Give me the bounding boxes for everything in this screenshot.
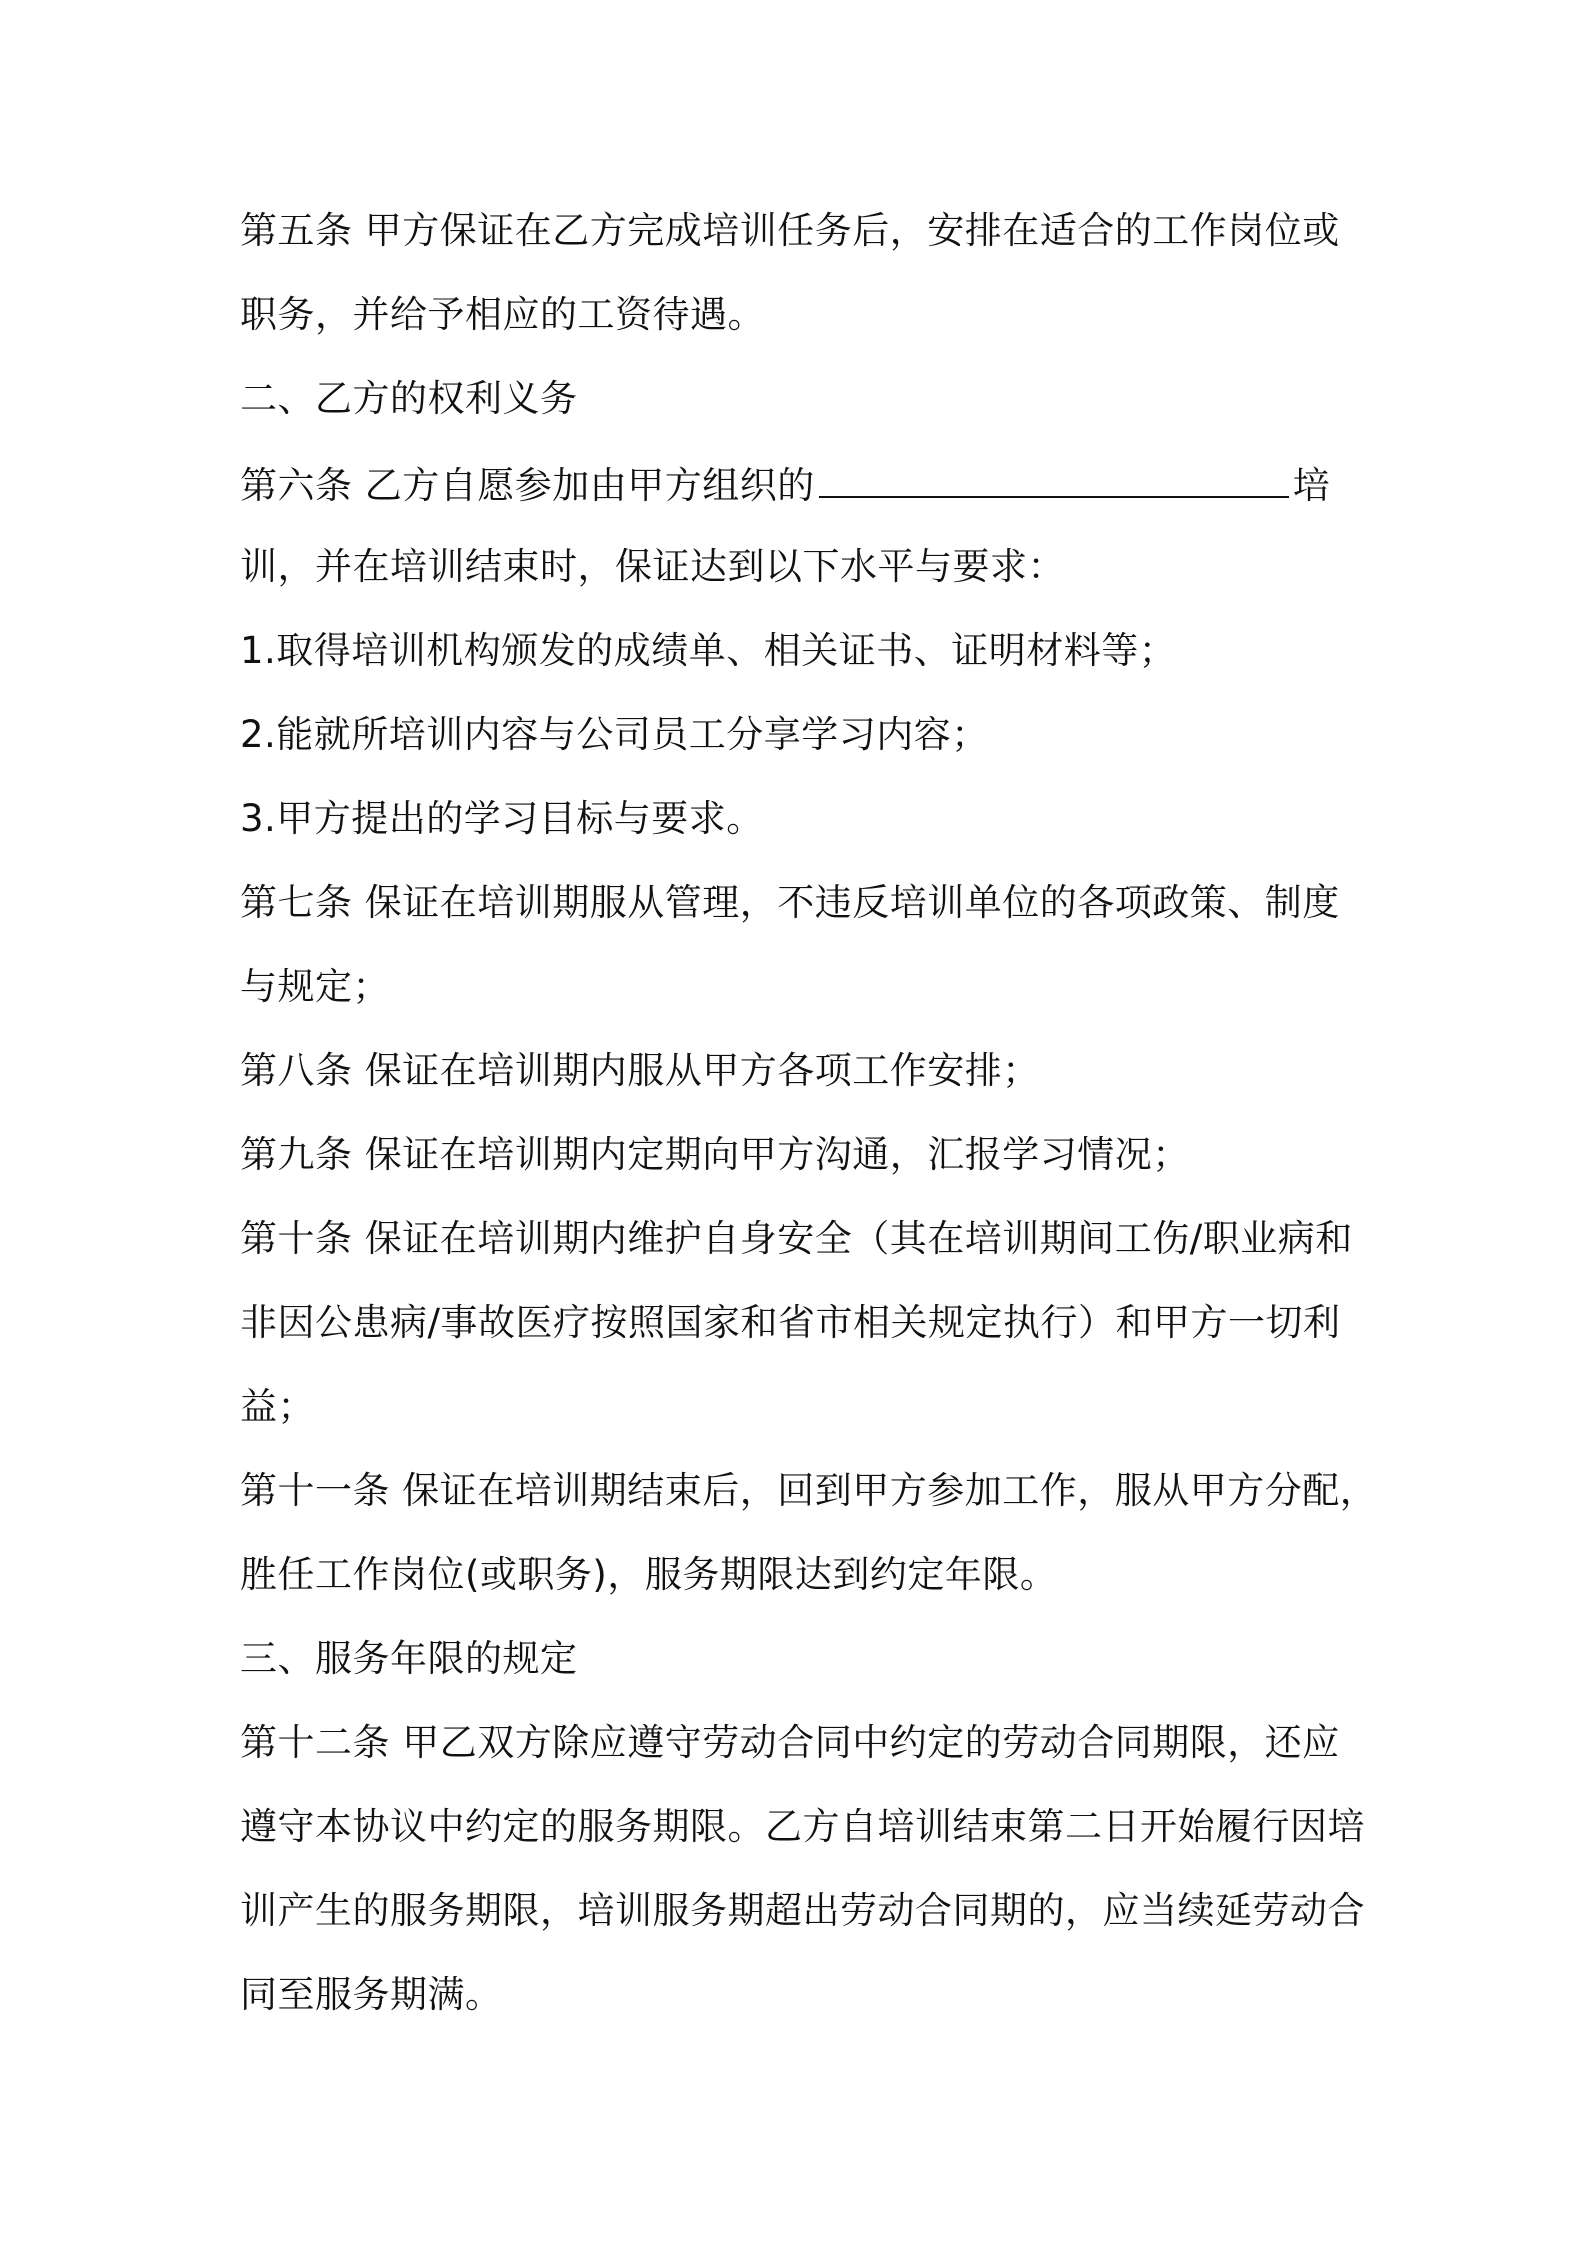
article-5-line-2: 职务，并给予相应的工资待遇。 [240, 293, 765, 336]
article-12-line-3: 训产生的服务期限，培训服务期超出劳动合同期的，应当续延劳动合 [240, 1889, 1365, 1932]
article-11-line-2: 胜任工作岗位(或职务)，服务期限达到约定年限。 [240, 1553, 1058, 1596]
article-6-line-1 [240, 458, 1330, 511]
article-12-line-1: 第十二条 甲乙双方除应遵守劳动合同中约定的劳动合同期限，还应 [240, 1721, 1340, 1764]
article-12-line-4: 同至服务期满。 [240, 1973, 503, 2016]
article-12-line-2: 遵守本协议中约定的服务期限。乙方自培训结束第二日开始履行因培 [240, 1805, 1365, 1848]
article-9: 第九条 保证在培训期内定期向甲方沟通，汇报学习情况； [240, 1133, 1190, 1176]
article-10-line-1: 第十条 保证在培训期内维护自身安全（其在培训期间工伤/职业病和 [240, 1217, 1353, 1260]
section-2-heading: 二、乙方的权利义务 [240, 377, 578, 420]
requirement-3: 3.甲方提出的学习目标与要求。 [240, 797, 764, 840]
article-6-text: 第六条 乙方自愿参加由甲方组织的 [240, 464, 815, 507]
requirement-1: 1.取得培训机构颁发的成绩单、相关证书、证明材料等； [240, 629, 1177, 672]
article-8: 第八条 保证在培训期内服从甲方各项工作安排； [240, 1049, 1040, 1092]
article-6-line-2: 训，并在培训结束时，保证达到以下水平与要求： [240, 545, 1065, 588]
fill-in-blank[interactable] [819, 458, 1289, 498]
article-6-tail: 培 [1292, 464, 1331, 507]
article-7-line-1: 第七条 保证在培训期服从管理，不违反培训单位的各项政策、制度 [240, 881, 1340, 924]
requirement-2: 2.能就所培训内容与公司员工分享学习内容； [240, 713, 989, 756]
section-3-heading: 三、服务年限的规定 [240, 1637, 578, 1680]
article-10-line-2: 非因公患病/事故医疗按照国家和省市相关规定执行）和甲方一切利 [240, 1301, 1341, 1344]
article-10-line-3: 益； [240, 1385, 315, 1428]
article-7-line-2: 与规定； [240, 965, 390, 1008]
article-11-line-1: 第十一条 保证在培训期结束后，回到甲方参加工作，服从甲方分配， [240, 1469, 1378, 1512]
article-5-line-1: 第五条 甲方保证在乙方完成培训任务后，安排在适合的工作岗位或 [240, 209, 1340, 252]
